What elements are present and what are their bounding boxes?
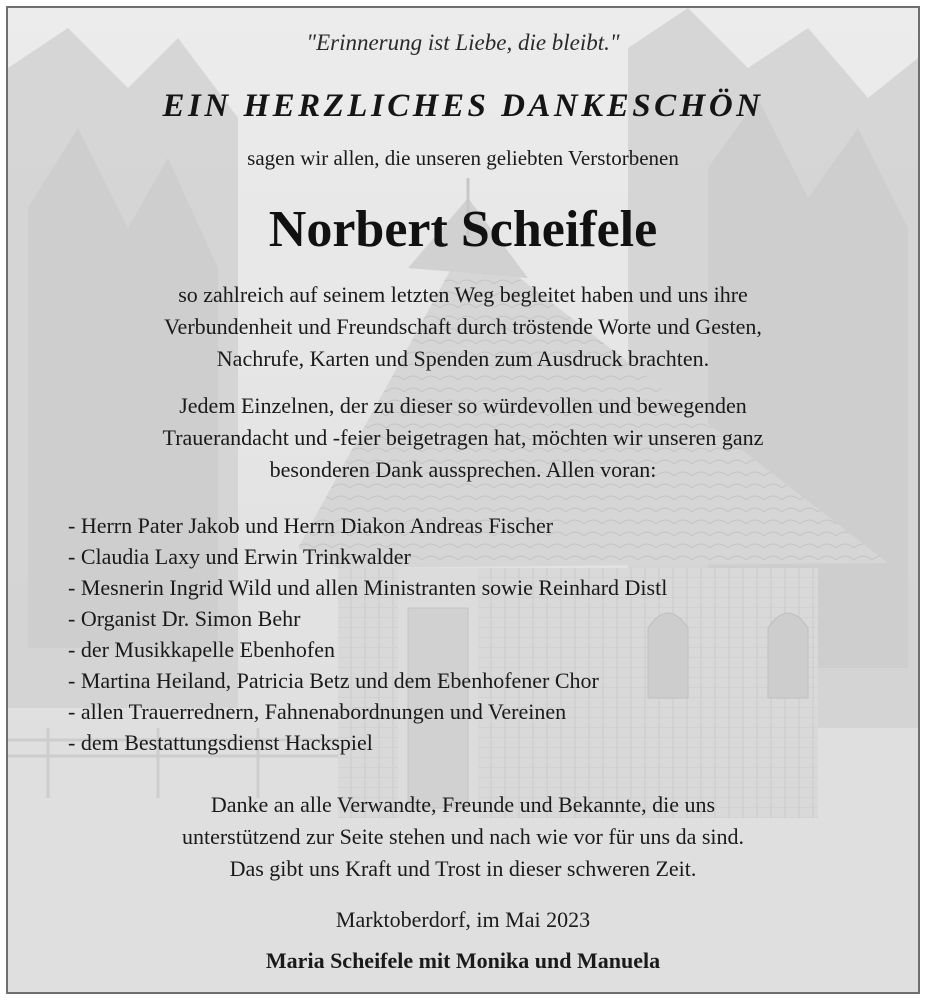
paragraph-ceremony xyxy=(8,390,918,486)
list-item: - dem Bestattungsdienst Hackspiel xyxy=(68,730,373,755)
list-item: - allen Trauerrednern, Fahnenabordnungen und Vereinen xyxy=(68,699,567,724)
paragraph-line: Nachrufe, Karten und Spenden zum Ausdruck brachten. xyxy=(216,346,710,371)
paragraph-line: Danke an alle Verwandte, Freunde und Bekannte, die uns xyxy=(210,792,716,817)
paragraph-line: Trauerandacht und -feier beigetragen hat, möchten wir unseren ganz xyxy=(162,425,764,450)
motto-quote: "Erinnerung ist Liebe, die bleibt." xyxy=(306,30,620,55)
heading: EIN HERZLICHES DANKESCHÖN xyxy=(162,88,764,124)
paragraph-family-thanks xyxy=(8,789,918,885)
list-item: - Organist Dr. Simon Behr xyxy=(68,606,301,631)
signature: Maria Scheifele mit Monika und Manuela xyxy=(265,948,661,973)
list-item: - Mesnerin Ingrid Wild und allen Ministranten sowie Reinhard Distl xyxy=(68,575,668,600)
paragraph-line: besonderen Dank aussprechen. Allen voran: xyxy=(269,457,657,482)
thanks-list xyxy=(68,510,667,758)
obituary-content xyxy=(8,8,918,992)
intro-text: sagen wir allen, die unseren geliebten Verstorbenen xyxy=(247,146,679,170)
paragraph-line: Das gibt uns Kraft und Trost in dieser schweren Zeit. xyxy=(229,856,697,881)
paragraph-line: so zahlreich auf seinem letzten Weg begleitet haben und uns ihre xyxy=(178,282,748,307)
list-item: - der Musikkapelle Ebenhofen xyxy=(68,637,335,662)
obituary-frame xyxy=(6,6,920,994)
deceased-name: Norbert Scheifele xyxy=(268,201,658,258)
list-item: - Herrn Pater Jakob und Herrn Diakon Andreas Fischer xyxy=(68,513,554,538)
place-date: Marktoberdorf, im Mai 2023 xyxy=(335,907,591,932)
paragraph-line: unterstützend zur Seite stehen und nach wie vor für uns da sind. xyxy=(181,824,745,849)
list-item: - Martina Heiland, Patricia Betz und dem Ebenhofener Chor xyxy=(68,668,599,693)
paragraph-line: Jedem Einzelnen, der zu dieser so würdevollen und bewegenden xyxy=(179,393,747,418)
paragraph-gratitude xyxy=(8,279,918,375)
paragraph-line: Verbundenheit und Freundschaft durch tröstende Worte und Gesten, xyxy=(164,314,762,339)
list-item: - Claudia Laxy und Erwin Trinkwalder xyxy=(68,544,411,569)
